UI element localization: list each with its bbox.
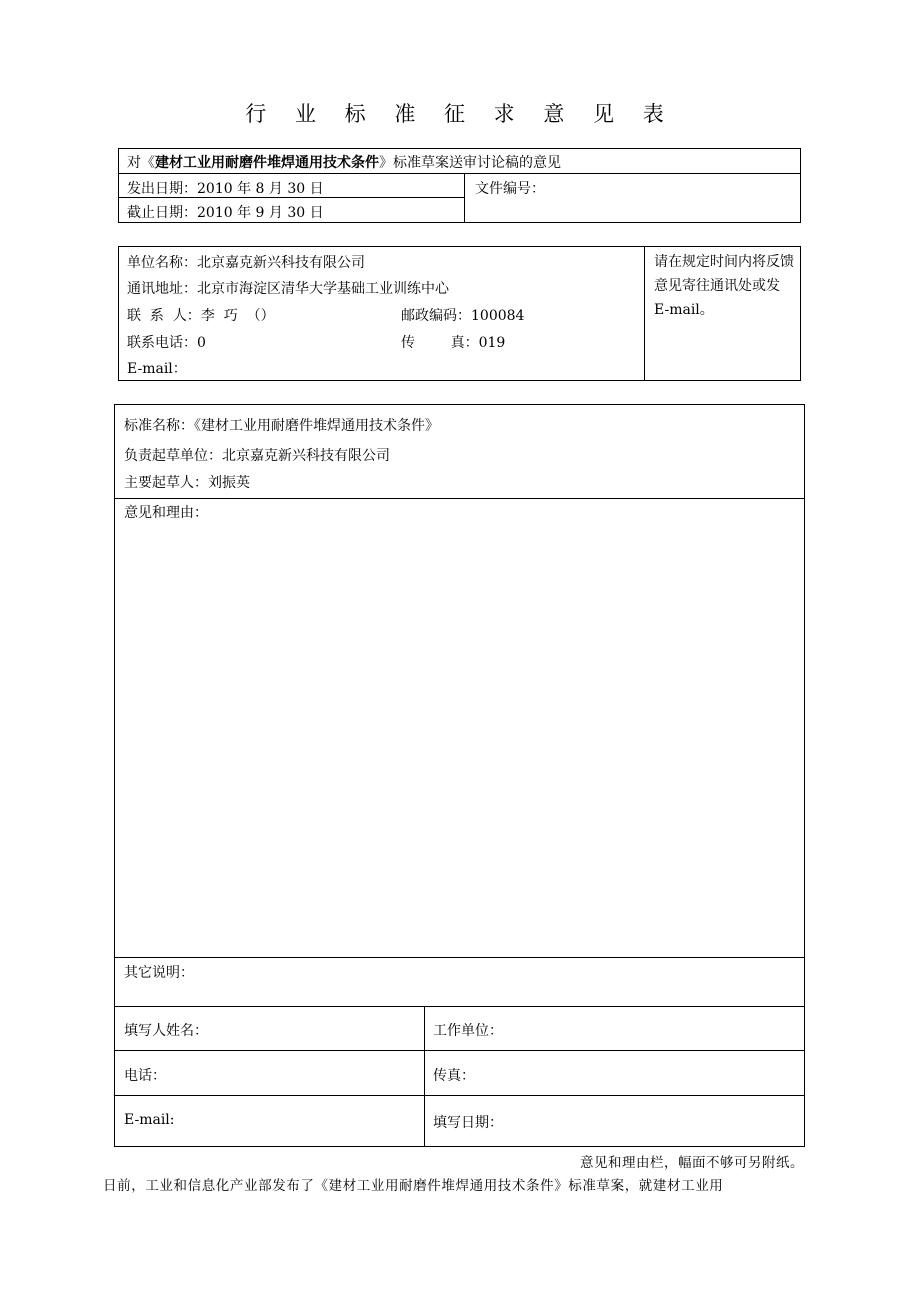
fill-date-label: 填写日期： <box>433 1115 503 1131</box>
issue-date: 发出日期：2010 年 8 月 30 日 <box>127 181 324 197</box>
subject-line <box>127 152 561 172</box>
fax-label: 传真： <box>433 1068 475 1084</box>
attach-note: 意见和理由栏，幅面不够可另附纸。 <box>580 1155 804 1171</box>
body-text: 日前，工业和信息化产业部发布了《建材工业用耐磨件堆焊通用技术条件》标准草案，就建材工业用 <box>103 1178 724 1194</box>
standard-name: 标准名称：《建材工业用耐磨件堆焊通用技术条件》 <box>124 418 439 434</box>
contact-email: E-mail： <box>127 361 187 377</box>
subject-standard-name: 建材工业用耐磨件堆焊通用技术条件 <box>155 155 379 171</box>
page-title: 行 业 标 准 征 求 意 见 表 <box>245 102 675 126</box>
contact-fax: 传 真：019 <box>401 335 506 351</box>
opinions-label: 意见和理由： <box>124 505 208 521</box>
postal-code: 邮政编码：100084 <box>401 308 525 324</box>
opinion-form <box>114 404 805 1147</box>
contact-phone: 联系电话：0 <box>127 335 206 351</box>
unit-name: 单位名称：北京嘉克新兴科技有限公司 <box>127 255 365 271</box>
email-label: E-mail: <box>124 1112 175 1128</box>
phone-label: 电话： <box>124 1068 166 1084</box>
submission-note: 请在规定时间内将反馈意见寄往通讯处或发 E-mail。 <box>654 254 794 318</box>
main-drafter: 主要起草人：刘振英 <box>124 475 250 491</box>
header-table <box>118 148 801 223</box>
other-notes-label: 其它说明： <box>124 965 194 981</box>
contact-table <box>118 246 801 381</box>
opinions-area[interactable] <box>115 525 804 955</box>
drafting-unit: 负责起草单位：北京嘉克新兴科技有限公司 <box>124 448 390 464</box>
contact-person: 联 系 人：李 巧 （） <box>127 308 275 324</box>
address: 通讯地址：北京市海淀区清华大学基础工业训练中心 <box>127 281 449 297</box>
subject-prefix: 对《 <box>127 155 155 171</box>
work-unit-label: 工作单位： <box>433 1023 503 1039</box>
subject-suffix: 》标准草案送审讨论稿的意见 <box>379 155 561 171</box>
deadline: 截止日期：2010 年 9 月 30 日 <box>127 205 324 221</box>
filler-name-label: 填写人姓名： <box>124 1023 208 1039</box>
doc-number: 文件编号： <box>475 181 545 197</box>
